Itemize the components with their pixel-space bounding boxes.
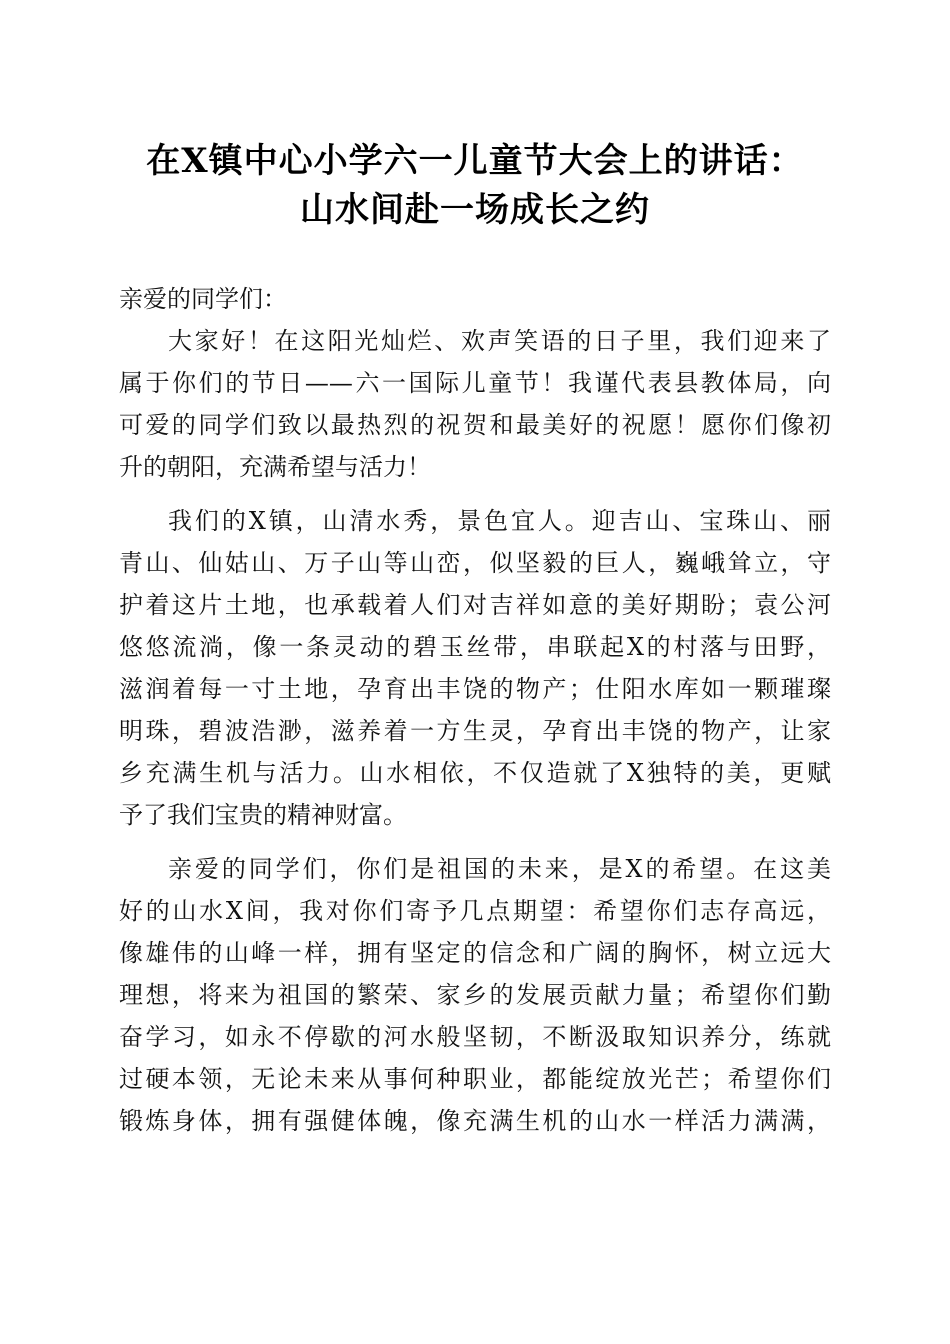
- paragraph-3-line-6: 过硬本领，无论未来从事何种职业，都能绽放光芒；希望你们: [119, 1065, 831, 1093]
- paragraph-1-line-1: 大家好！在这阳光灿烂、欢声笑语的日子里，我们迎来了: [168, 327, 831, 355]
- salutation: 亲爱的同学们：: [119, 285, 287, 313]
- paragraph-3-line-3: 像雄伟的山峰一样，拥有坚定的信念和广阔的胸怀，树立远大: [119, 939, 831, 967]
- document-title-line-1: 在X镇中心小学六一儿童节大会上的讲话：: [146, 141, 804, 181]
- paragraph-2-line-4: 悠悠流淌，像一条灵动的碧玉丝带，串联起X的村落与田野，: [119, 633, 831, 661]
- paragraph-3-line-4: 理想，将来为祖国的繁荣、家乡的发展贡献力量；希望你们勤: [119, 981, 831, 1009]
- paragraph-1-line-4: 升的朝阳，充满希望与活力！: [119, 453, 431, 481]
- paragraph-2-line-7: 乡充满生机与活力。山水相依，不仅造就了X独特的美，更赋: [119, 759, 831, 787]
- paragraph-2-line-5: 滋润着每一寸土地，孕育出丰饶的物产；仕阳水库如一颗璀璨: [119, 675, 831, 703]
- paragraph-3-line-7: 锻炼身体，拥有强健体魄，像充满生机的山水一样活力满满，: [119, 1107, 831, 1135]
- paragraph-2-line-1: 我们的X镇，山清水秀，景色宜人。迎吉山、宝珠山、丽: [168, 507, 831, 535]
- paragraph-2-line-6: 明珠，碧波浩渺，滋养着一方生灵，孕育出丰饶的物产，让家: [119, 717, 831, 745]
- paragraph-2-line-8: 予了我们宝贵的精神财富。: [119, 801, 407, 829]
- paragraph-3-line-1: 亲爱的同学们，你们是祖国的未来，是X的希望。在这美: [168, 855, 831, 883]
- paragraph-1-line-2: 属于你们的节日——六一国际儿童节！我谨代表县教体局，向: [119, 369, 831, 397]
- document-title-line-2: 山水间赴一场成长之约: [300, 190, 650, 230]
- paragraph-3-line-2: 好的山水X间，我对你们寄予几点期望：希望你们志存高远，: [119, 897, 831, 925]
- paragraph-2-line-3: 护着这片土地，也承载着人们对吉祥如意的美好期盼；袁公河: [119, 591, 831, 619]
- paragraph-1-line-3: 可爱的同学们致以最热烈的祝贺和最美好的祝愿！愿你们像初: [119, 411, 831, 439]
- paragraph-3-line-5: 奋学习，如永不停歇的河水般坚韧，不断汲取知识养分，练就: [119, 1023, 831, 1051]
- paragraph-2-line-2: 青山、仙姑山、万子山等山峦，似坚毅的巨人，巍峨耸立，守: [119, 549, 831, 577]
